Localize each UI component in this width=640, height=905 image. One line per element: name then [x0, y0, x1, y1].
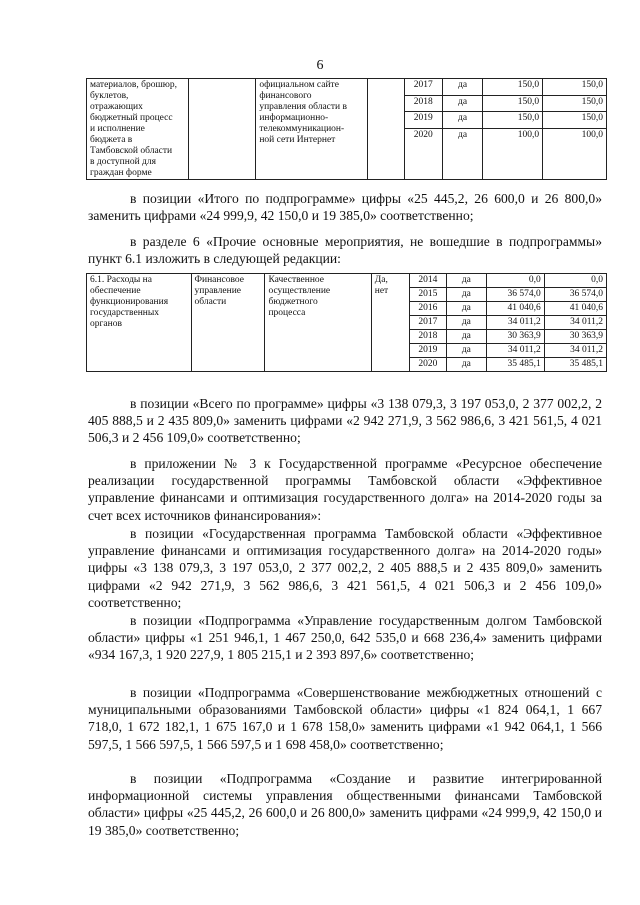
- table-cell-value: 36 574,0: [544, 288, 606, 302]
- table-cell-value: 35 485,1: [544, 358, 606, 372]
- table-cell-year: 2014: [409, 274, 446, 288]
- table-cell-answer: да: [447, 358, 487, 372]
- table-cell-answer: да: [447, 274, 487, 288]
- paragraph-total-subprogram: в позиции «Итого по подпрограмме» цифры «25 445,2, 26 600,0 и 26 800,0» заменить цифрами «24 999,9, 42 150,0 и 19 385,0» соответственно;: [88, 191, 602, 224]
- table-cell-value: 100,0: [543, 129, 607, 180]
- table-cell-value: 34 011,2: [544, 316, 606, 330]
- table-row: [87, 79, 607, 96]
- table-cell-answer: да: [447, 302, 487, 316]
- table-cell-executor: [188, 79, 256, 180]
- table-cell-value: 34 011,2: [486, 316, 544, 330]
- table-cell-answer: да: [447, 316, 487, 330]
- table-cell-value: 36 574,0: [486, 288, 544, 302]
- table-row: [87, 274, 607, 288]
- table-cell-year: 2019: [409, 344, 446, 358]
- table-cell-result: Качественное осуществление бюджетного процесса: [265, 274, 371, 372]
- table-cell-year: 2018: [404, 95, 442, 112]
- table-cell-value: 100,0: [483, 129, 543, 180]
- paragraph-state-program: в позиции «Государственная программа Тамбовской области «Эффективное управление финансами и оптимизация государственного долга» на 2014-2020 годы» цифры «3 138 079,3, 3 197 053,0, 2 377 002,2, 2 405 888,5 и 2 435 809,0» заменить цифрами «2 942 271,9, 3 562 986,6, 3 421 561,5, 4 021 506,3 и 2 456 109,0» соответственно;: [88, 526, 602, 610]
- table-cell-value: 150,0: [543, 112, 607, 129]
- table-cell-answer: да: [447, 344, 487, 358]
- table-cell-flag: Да, нет: [371, 274, 409, 372]
- page-number: 6: [316, 58, 324, 73]
- table-cell-year: 2020: [404, 129, 442, 180]
- table-cell-value: 35 485,1: [486, 358, 544, 372]
- table-cell-value: 150,0: [543, 95, 607, 112]
- paragraph-debt-subprogram: в позиции «Подпрограмма «Управление государственным долгом Тамбовской области» цифры «1 251 946,1, 1 467 250,0, 642 535,0 и 668 236,4» заменить цифрами «934 167,3, 1 920 227,9, 1 805 215,1 и 2 393 897,6» соответственно;: [88, 613, 602, 663]
- table-cell-year: 2020: [409, 358, 446, 372]
- table-cell-flag: [367, 79, 404, 180]
- table-cell-year: 2016: [409, 302, 446, 316]
- table-item-6-1: [86, 273, 607, 372]
- table-cell-value: 41 040,6: [486, 302, 544, 316]
- table-cell-result: официальном сайте финансового управления области в информационно- телекоммуникацион- ной сети Интернет: [256, 79, 368, 180]
- table-cell-year: 2017: [409, 316, 446, 330]
- paragraph-total-program: в позиции «Всего по программе» цифры «3 138 079,3, 3 197 053,0, 2 377 002,2, 2 405 888,5 и 2 435 809,0» заменить цифрами «2 942 271,9, 3 562 986,6, 3 421 561,5, 4 021 506,3 и 2 456 109,0» соответственно;: [88, 396, 602, 446]
- table-cell-value: 34 011,2: [486, 344, 544, 358]
- table-cell-value: 34 011,2: [544, 344, 606, 358]
- table-subprogram-continued: [86, 78, 607, 180]
- table-cell-value: 150,0: [483, 112, 543, 129]
- table-cell-value: 150,0: [483, 79, 543, 96]
- table-cell-answer: да: [442, 79, 483, 96]
- table-cell-value: 150,0: [543, 79, 607, 96]
- table-cell-answer: да: [447, 330, 487, 344]
- table-cell-executor: Финансовое управление области: [191, 274, 265, 372]
- paragraph-info-system-subprogram: в позиции «Подпрограмма «Создание и развитие интегрированной информационной системы управления общественными финансами Тамбовской области» цифры «25 445,2, 26 600,0 и 26 800,0» заменить цифрами «24 999,9, 42 150,0 и 19 385,0» соответственно;: [88, 771, 602, 838]
- table-cell-year: 2019: [404, 112, 442, 129]
- table-cell-value: 30 363,9: [544, 330, 606, 344]
- table-cell-answer: да: [442, 112, 483, 129]
- table-cell-value: 41 040,6: [544, 302, 606, 316]
- table-cell-value: 150,0: [483, 95, 543, 112]
- table-cell-answer: да: [442, 95, 483, 112]
- table-cell-answer: да: [447, 288, 487, 302]
- table-cell-description: 6.1. Расходы на обеспечение функционирования государственных органов: [87, 274, 192, 372]
- paragraph-section-6: в разделе 6 «Прочие основные мероприятия, не вошедшие в подпрограммы» пункт 6.1 изложить в следующей редакции:: [88, 234, 602, 267]
- paragraph-appendix-3: в приложении № 3 к Государственной программе «Ресурсное обеспечение реализации государственной программы Тамбовской области «Эффективное управление финансами и оптимизация государственного долга» на 2014-2020 годы за счет всех источников финансирования»:: [88, 456, 602, 523]
- table-cell-year: 2018: [409, 330, 446, 344]
- table-cell-answer: да: [442, 129, 483, 180]
- table-cell-value: 30 363,9: [486, 330, 544, 344]
- table-cell-value: 0,0: [544, 274, 606, 288]
- paragraph-interbudget-subprogram: в позиции «Подпрограмма «Совершенствование межбюджетных отношений с муниципальными образованиями Тамбовской области» цифры «1 824 064,1, 1 667 718,0, 1 672 182,1, 1 675 167,0 и 1 678 158,0» заменить цифрами «1 942 064,1, 1 566 597,5, 1 566 597,5, 1 566 597,5 и 1 698 458,0» соответственно;: [88, 685, 602, 752]
- table-cell-year: 2017: [404, 79, 442, 96]
- table-cell-year: 2015: [409, 288, 446, 302]
- table-cell-value: 0,0: [486, 274, 544, 288]
- table-cell-description: материалов, брошюр, буклетов, отражающих бюджетный процесс и исполнение бюджета в Тамбовской области в доступной для граждан форме: [87, 79, 189, 180]
